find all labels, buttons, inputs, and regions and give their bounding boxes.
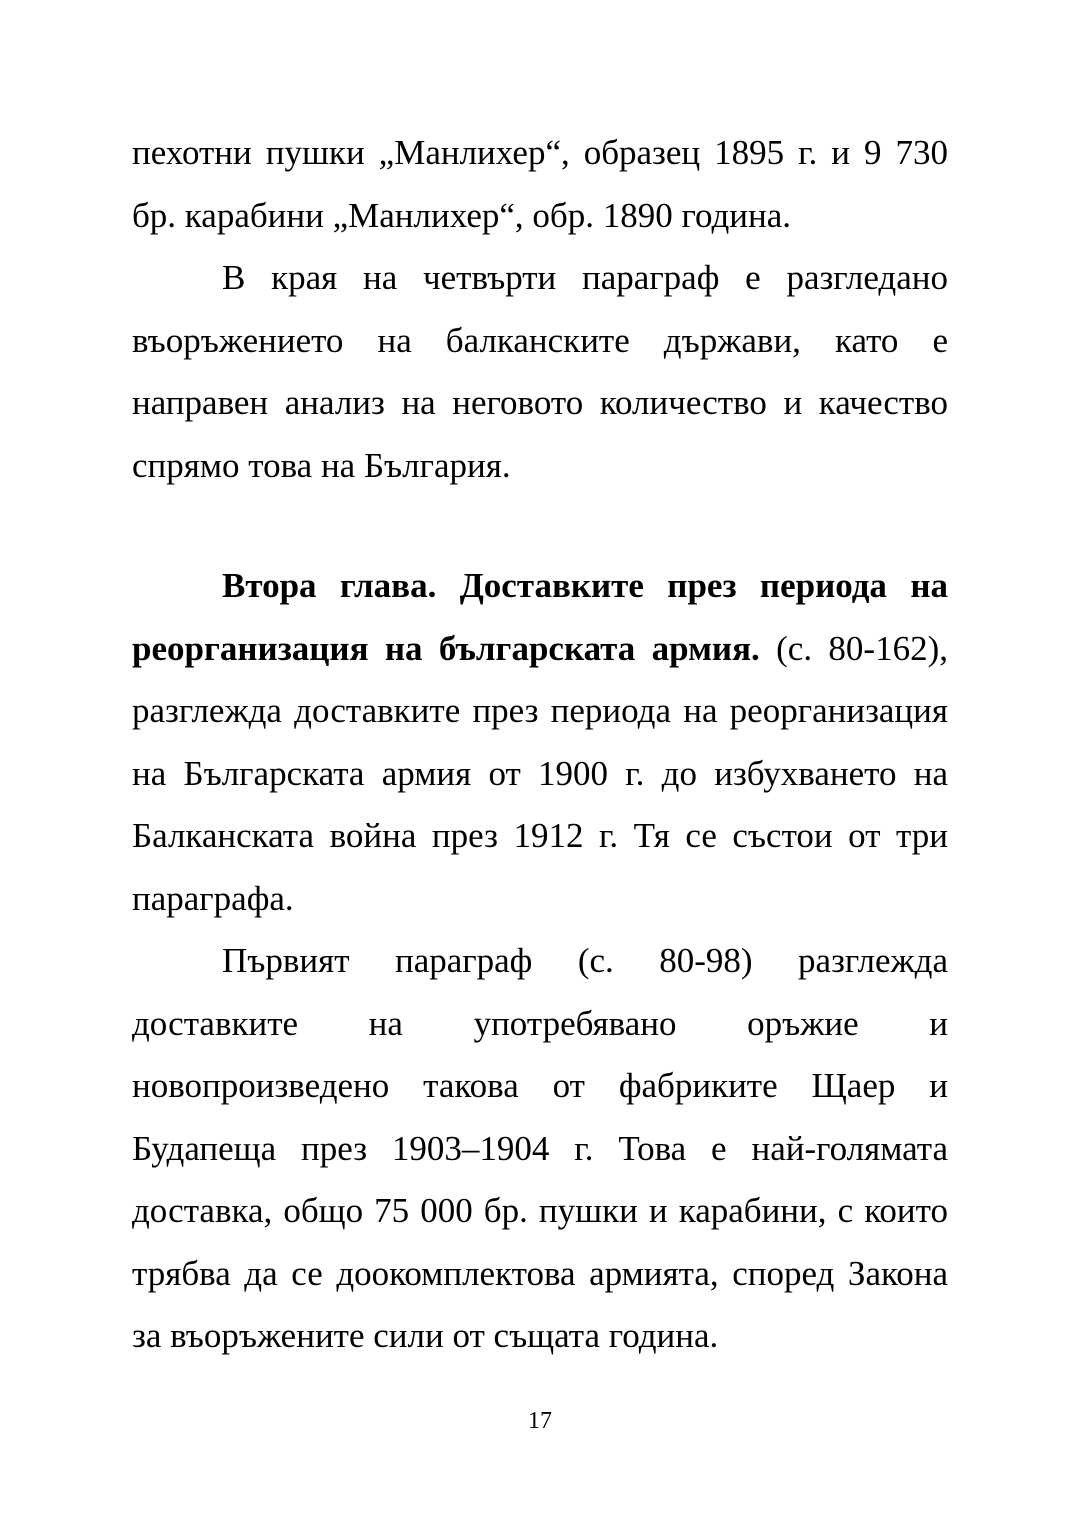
chapter-description: (с. 80-162), разглежда доставките през периода на реорганизация на Българската армия от 1900 г. до избухването на Балканската война през 1912 г. Тя се състои от три параграфа. bbox=[132, 628, 948, 918]
chapter-heading: Втора глава. Доставките през периода на реорганизация на българската армия. bbox=[132, 566, 948, 668]
text-block-top bbox=[132, 122, 948, 497]
paragraph-first-section: Първият параграф (с. 80-98) разглежда доставките на употребявано оръжие и новопроизведено такова от фабриките Щаер и Будапеща през 1903–1904 г. Това е най-голямата доставка, общо 75 000 бр. пушки и карабини, с които трябва да се доокомплектова армията, според Закона за въоръжените сили от същата година. bbox=[132, 941, 948, 1355]
paragraph-balkan-armament: В края на четвърти параграф е разгледано въоръжението на балканските държави, като е направен анализ на неговото количество и качество спрямо това на България. bbox=[132, 258, 948, 485]
text-block-chapter bbox=[132, 555, 948, 1368]
page-number: 17 bbox=[528, 1408, 552, 1434]
paragraph-continuation: пехотни пушки „Манлихер“, образец 1895 г. и 9 730 бр. карабини „Манлихер“, обр. 1890 година. bbox=[132, 133, 948, 235]
chapter-paragraph bbox=[132, 555, 948, 930]
